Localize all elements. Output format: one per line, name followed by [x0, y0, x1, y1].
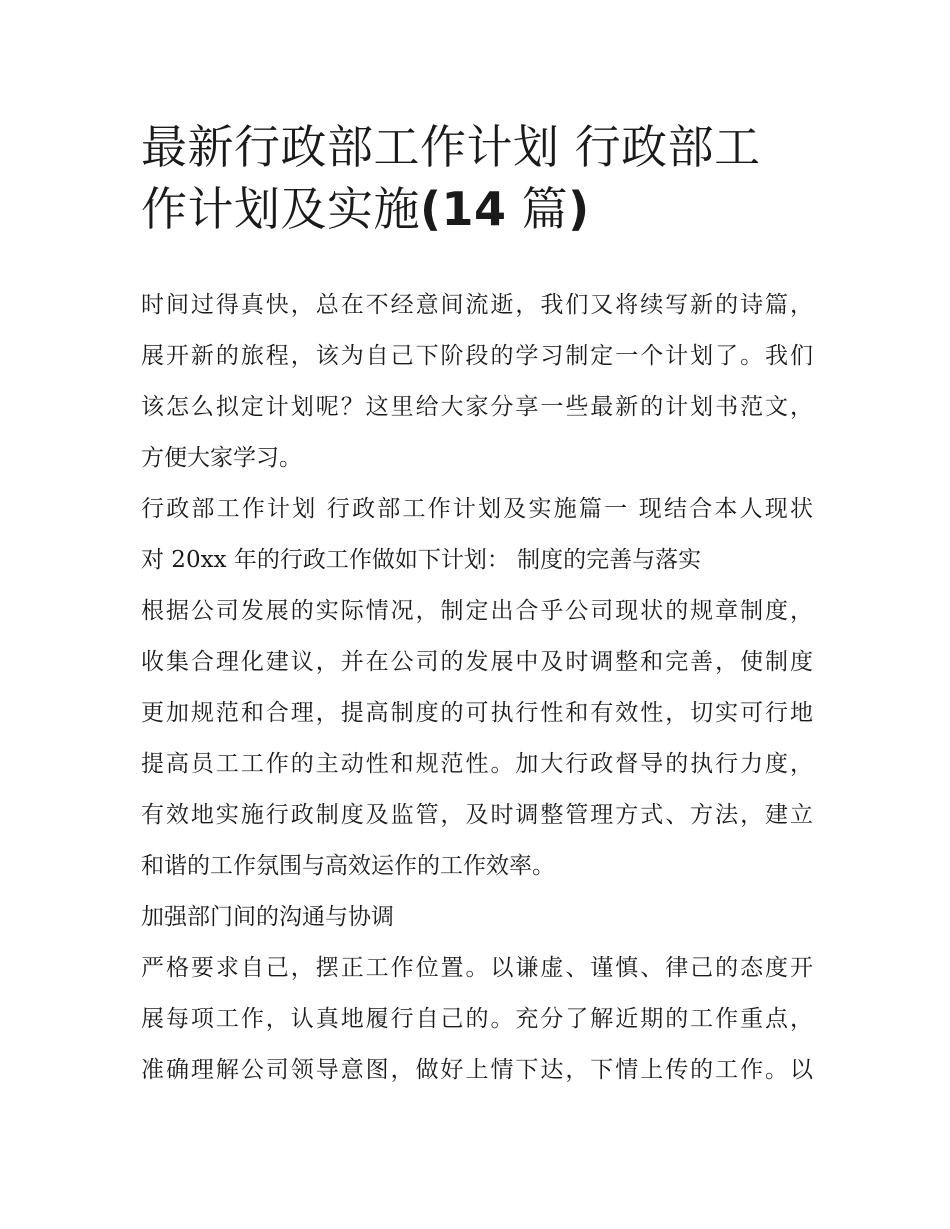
- body-line: 展每项工作，认真地履行自己的。充分了解近期的工作重点，: [141, 1006, 813, 1032]
- body-line: 根据公司发展的实际情况，制定出合乎公司现状的规章制度，: [141, 598, 813, 624]
- body-line: 行政部工作计划 行政部工作计划及实施篇一 现结合本人现状: [141, 496, 813, 522]
- section-heading: 加强部门间的沟通与协调: [141, 904, 394, 930]
- title-line-2: [141, 182, 590, 236]
- body-line: 该怎么拟定计划呢？这里给大家分享一些最新的计划书范文，: [141, 394, 813, 420]
- body-line: 有效地实施行政制度及监管，及时调整管理方式、方法，建立: [141, 802, 813, 828]
- body-line: 提高员工工作的主动性和规范性。加大行政督导的执行力度，: [141, 751, 813, 777]
- body-line: 准确理解公司领导意图，做好上情下达，下情上传的工作。以: [141, 1057, 813, 1083]
- body-line: 对 20xx 年的行政工作做如下计划： 制度的完善与落实: [141, 547, 702, 573]
- title-count: (14: [420, 182, 507, 236]
- body-line: 和谐的工作氛围与高效运作的工作效率。: [141, 853, 555, 879]
- title-close-paren: ): [568, 182, 590, 236]
- title-line-2-text: 作计划及实施: [141, 182, 420, 236]
- document-body: [141, 280, 813, 1096]
- body-line: 展开新的旅程，该为自己下阶段的学习制定一个计划了。我们: [141, 343, 813, 369]
- body-line: 严格要求自己，摆正工作位置。以谦虚、谨慎、律己的态度开: [141, 955, 813, 981]
- body-line: 更加规范和合理，提高制度的可执行性和有效性，切实可行地: [141, 700, 813, 726]
- body-line: 时间过得真快，总在不经意间流逝，我们又将续写新的诗篇，: [141, 292, 813, 318]
- body-line: 方便大家学习。: [141, 445, 302, 471]
- body-line: 收集合理化建议，并在公司的发展中及时调整和完善，使制度: [141, 649, 813, 675]
- title-line-1: 最新行政部工作计划 行政部工: [141, 120, 761, 174]
- title-count-unit: 篇: [521, 182, 569, 236]
- document-title: [141, 116, 821, 240]
